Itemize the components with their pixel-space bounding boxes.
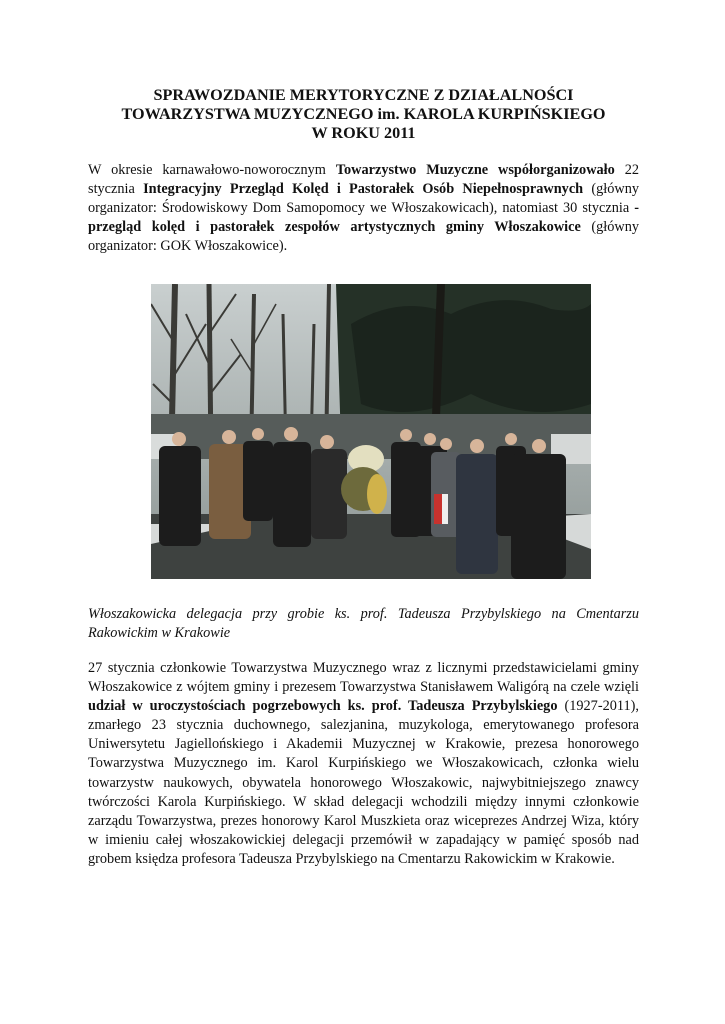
title-line-1: SPRAWOZDANIE MERYTORYCZNE Z DZIAŁALNOŚCI xyxy=(153,86,574,104)
para1-bold-1: Towarzystwo Muzyczne współorganizowało xyxy=(335,162,615,178)
para1-bold-2: Integracyjny Przegląd Kolęd i Pastorałek Osób Niepełnosprawnych xyxy=(143,181,584,198)
para1-text-1: W okresie karnawałowo-noworocznym xyxy=(88,162,336,178)
title-line-2: TOWARZYSTWA MUZYCZNEGO im. KAROLA KURPIŃSKIEGO xyxy=(121,105,606,123)
para1-bold-3: - przegląd kolęd i pastorałek zespołów artystycznych gminy Włoszakowice xyxy=(88,200,639,236)
para2-text-2: (1927-2011), zmarłego 23 stycznia duchownego, salezjanina, muzykologa, emerytowanego profesora Uniwersytetu Jagiellońskiego i Akademii Muzycznej w Krakowie, prezesa honorowego Towarzystwa Muzycznego im. Karol Kurpińskiego we Włoszakowicach, członka wielu towarzystw naukowych, obywatela honorowego Włoszakowic, najwybitniejszego znawcy twórczości Karola Kurpińskiego. W skład delegacji wchodzili między innymi członkowie zarządu Towarzystwa, prezes honorowy Karol Muszkieta oraz wiceprezes Andrzej Wiza, który w imieniu całej włoszakowickiej delegacji przemówił w zapadający w pamięć sposób nad grobem księdza profesora Tadeusza Przybylskiego na Cmentarzu Rakowickim w Krakowie. xyxy=(88,698,639,867)
document-page xyxy=(88,86,639,867)
para1-text-3: (główny organizator: Środowiskowy Dom Samopomocy we Włoszakowicach), natomiast 30 stycznia xyxy=(88,181,639,217)
photo-caption: Włoszakowicka delegacja przy grobie ks. prof. Tadeusza Przybylskiego na Cmentarzu Rakowickim w Krakowie xyxy=(88,606,639,642)
para1-text-2: 22 stycznia xyxy=(88,162,639,198)
document-title xyxy=(88,86,639,143)
para1-text-4: (główny organizator: GOK Włoszakowice). xyxy=(88,219,639,255)
paragraph-carnival-events xyxy=(88,161,639,256)
para2-bold-1: udział w uroczystościach pogrzebowych ks. prof. Tadeusza Przybylskiego xyxy=(88,698,558,715)
title-line-3: W ROKU 2011 xyxy=(311,124,416,142)
cemetery-delegation-photo xyxy=(151,284,591,579)
para2-text-1: 27 stycznia członkowie Towarzystwa Muzycznego wraz z licznymi przedstawicielami gminy Włoszakowice z wójtem gminy i prezesem Towarzystwa Stanisławem Waligórą na czele wzięli xyxy=(88,660,639,696)
paragraph-funeral xyxy=(88,659,639,869)
